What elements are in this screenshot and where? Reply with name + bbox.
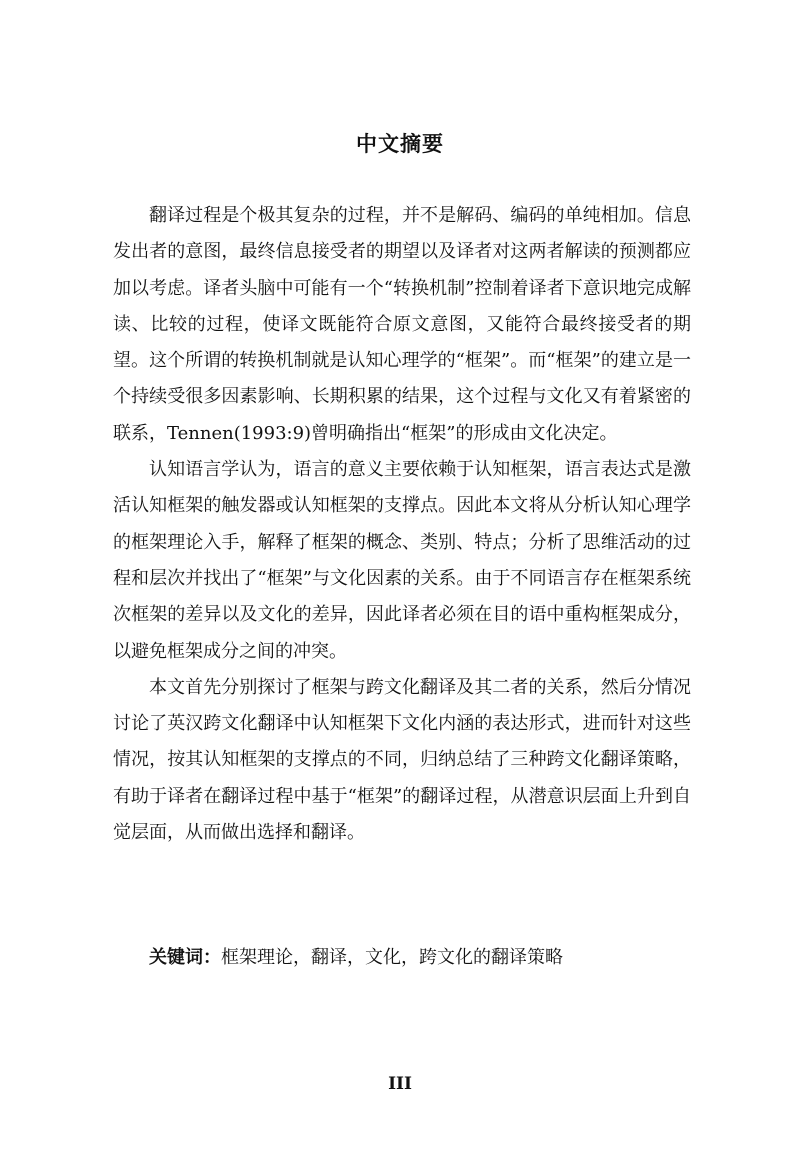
keywords-label: 关键词： <box>149 947 221 968</box>
keywords-line <box>149 940 709 976</box>
abstract-paragraph-2: 认知语言学认为，语言的意义主要依赖于认知框架，语言表达式是激活认知框架的触发器或认知框架的支撑点。因此本文将从分析认知心理学的框架理论入手，解释了框架的概念、类别、特点；分析了思维活动的过程和层次并找出了“框架”与文化因素的关系。由于不同语言存在框架系统次框架的差异以及文化的差异，因此译者必须在目的语中重构框架成分，以避免框架成分之间的冲突。 <box>113 459 691 662</box>
abstract-paragraph-1: 翻译过程是个极其复杂的过程，并不是解码、编码的单纯相加。信息发出者的意图，最终信息接受者的期望以及译者对这两者解读的预测都应加以考虑。译者头脑中可能有一个“转换机制”控制着译者下意识地完成解读、比较的过程，使译文既能符合原文意图，又能符合最终接受者的期望。这个所谓的转换机制就是认知心理学的“框架”。而“框架”的建立是一个持续受很多因素影响、长期积累的结果，这个过程与文化又有着紧密的联系，Tennen(1993:9)曾明确指出“框架”的形成由文化决定。 <box>113 205 691 444</box>
abstract-title: 中文摘要 <box>356 131 444 156</box>
keywords-text: 框架理论，翻译，文化，跨文化的翻译策略 <box>221 947 563 968</box>
page-number: III <box>388 1074 412 1094</box>
abstract-body <box>113 198 691 851</box>
abstract-paragraph-3: 本文首先分别探讨了框架与跨文化翻译及其二者的关系，然后分情况讨论了英汉跨文化翻译中认知框架下文化内涵的表达形式，进而针对这些情况，按其认知框架的支撑点的不同，归纳总结了三种跨文化翻译策略，有助于译者在翻译过程中基于“框架”的翻译过程，从潜意识层面上升到自觉层面，从而做出选择和翻译。 <box>113 676 691 844</box>
